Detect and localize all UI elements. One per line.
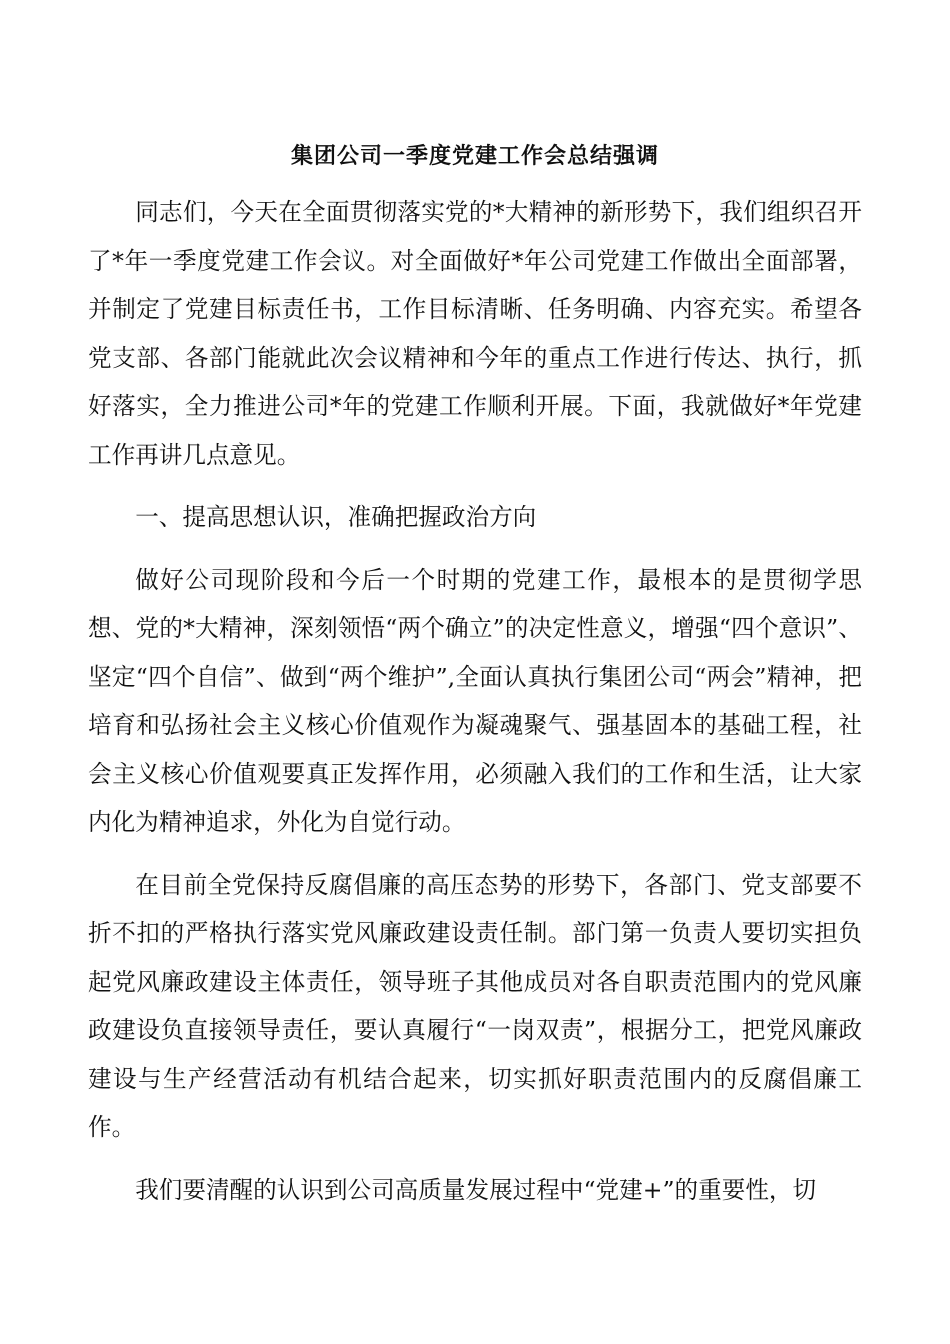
paragraph-ideology: 做好公司现阶段和今后一个时期的党建工作，最根本的是贯彻学思想、党的*大精神，深刻领悟“两个确立”的决定性意义，增强“四个意识”、坚定“四个自信”、做到“两个维护”,全面认真执行集团公司“两会”精神，把培育和弘扬社会主义核心价值观作为凝魂聚气、强基固本的基础工程，社会主义核心价值观要真正发挥作用，必须融入我们的工作和生活，让大家内化为精神追求，外化为自觉行动。 [88, 565, 862, 836]
document-title: 集团公司一季度党建工作会总结强调 [290, 144, 659, 169]
paragraph-anticorruption: 在目前全党保持反腐倡廉的高压态势的形势下，各部门、党支部要不折不扣的严格执行落实党风廉政建设责任制。部门第一负责人要切实担负起党风廉政建设主体责任，领导班子其他成员对各自职责范围内的党风廉政建设负直接领导责任，要认真履行“一岗双责”，根据分工，把党风廉政建设与生产经营活动有机结合起来，切实抓好职责范围内的反腐倡廉工作。 [88, 870, 862, 1141]
section-heading-1: 一、提高思想认识，准确把握政治方向 [135, 503, 537, 531]
paragraph-party-building-plus: 我们要清醒的认识到公司高质量发展过程中“党建+”的重要性，切 [135, 1175, 817, 1204]
paragraph-opening: 同志们，今天在全面贯彻落实党的*大精神的新形势下，我们组织召开了*年一季度党建工作会议。对全面做好*年公司党建工作做出全面部署，并制定了党建目标责任书，工作目标清晰、任务明确、内容充实。希望各党支部、各部门能就此次会议精神和今年的重点工作进行传达、执行，抓好落实，全力推进公司*年的党建工作顺利开展。下面，我就做好*年党建工作再讲几点意见。 [88, 198, 862, 469]
document-body [88, 188, 862, 1228]
